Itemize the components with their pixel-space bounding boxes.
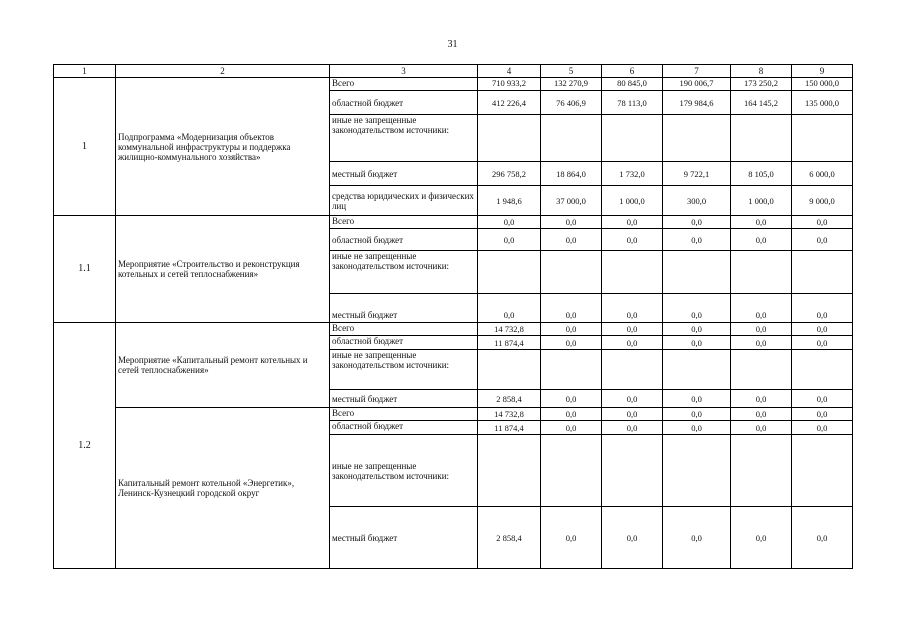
value-cell [663,350,731,390]
column-header: 1 [54,65,116,78]
value-cell: 190 006,7 [663,78,731,91]
value-cell: 0,0 [792,336,853,350]
value-cell: 0,0 [731,390,792,408]
value-cell: 164 145,2 [731,91,792,115]
funding-source: иные не запрещенные законодательством источники: [330,435,478,507]
value-cell: 0,0 [731,507,792,569]
column-header: 8 [731,65,792,78]
funding-source: местный бюджет [330,507,478,569]
funding-source: местный бюджет [330,294,478,323]
value-cell: 6 000,0 [792,162,853,186]
value-cell: 132 270,9 [541,78,602,91]
value-cell: 0,0 [792,507,853,569]
value-cell [792,350,853,390]
value-cell: 0,0 [731,408,792,421]
value-cell [478,115,541,162]
table-row [54,78,853,91]
value-cell: 0,0 [478,294,541,323]
value-cell: 0,0 [602,229,663,251]
item-name: Мероприятие «Строительство и реконструкция котельных и сетей теплоснабжения» [116,216,330,323]
funding-source: областной бюджет [330,421,478,435]
value-cell: 0,0 [602,294,663,323]
value-cell: 0,0 [602,323,663,336]
value-cell: 135 000,0 [792,91,853,115]
column-header: 5 [541,65,602,78]
value-cell: 0,0 [602,216,663,229]
item-name: Капитальный ремонт котельной «Энергетик», Ленинск-Кузнецкий городской округ [116,408,330,569]
value-cell: 412 226,4 [478,91,541,115]
value-cell: 18 864,0 [541,162,602,186]
value-cell [792,115,853,162]
value-cell: 14 732,8 [478,408,541,421]
item-number: 1.1 [54,216,116,323]
funding-source: местный бюджет [330,390,478,408]
value-cell: 0,0 [541,229,602,251]
value-cell: 0,0 [731,336,792,350]
value-cell: 0,0 [731,229,792,251]
value-cell [731,435,792,507]
value-cell: 0,0 [792,229,853,251]
value-cell: 0,0 [602,336,663,350]
funding-source: иные не запрещенные законодательством источники: [330,115,478,162]
value-cell: 179 984,6 [663,91,731,115]
column-header: 3 [330,65,478,78]
value-cell [663,435,731,507]
value-cell: 1 732,0 [602,162,663,186]
value-cell: 8 105,0 [731,162,792,186]
value-cell: 0,0 [602,421,663,435]
value-cell: 1 000,0 [731,186,792,216]
value-cell: 0,0 [663,229,731,251]
value-cell [541,350,602,390]
value-cell: 0,0 [663,336,731,350]
funding-source: местный бюджет [330,162,478,186]
value-cell: 150 000,0 [792,78,853,91]
value-cell: 0,0 [541,323,602,336]
value-cell [792,435,853,507]
value-cell: 0,0 [541,216,602,229]
value-cell: 0,0 [541,408,602,421]
funding-source: иные не запрещенные законодательством источники: [330,251,478,294]
value-cell: 11 874,4 [478,336,541,350]
value-cell [541,115,602,162]
value-cell: 9 722,1 [663,162,731,186]
funding-source: Всего [330,216,478,229]
value-cell [478,251,541,294]
value-cell [602,350,663,390]
value-cell: 37 000,0 [541,186,602,216]
table-row [54,216,853,229]
column-header: 9 [792,65,853,78]
column-header: 2 [116,65,330,78]
value-cell [731,115,792,162]
value-cell: 2 858,4 [478,507,541,569]
value-cell [731,350,792,390]
value-cell: 78 113,0 [602,91,663,115]
value-cell: 173 250,2 [731,78,792,91]
value-cell: 0,0 [478,216,541,229]
value-cell: 0,0 [541,336,602,350]
value-cell: 0,0 [663,507,731,569]
value-cell [663,115,731,162]
value-cell: 0,0 [541,507,602,569]
funding-source: Всего [330,408,478,421]
column-header: 7 [663,65,731,78]
funding-source: областной бюджет [330,91,478,115]
value-cell [541,435,602,507]
funding-source: Всего [330,78,478,91]
value-cell: 300,0 [663,186,731,216]
value-cell: 0,0 [663,323,731,336]
value-cell: 0,0 [541,390,602,408]
header-row [54,65,853,78]
value-cell [478,350,541,390]
value-cell [663,251,731,294]
value-cell: 0,0 [541,421,602,435]
value-cell: 710 933,2 [478,78,541,91]
value-cell: 0,0 [731,294,792,323]
column-header: 4 [478,65,541,78]
value-cell [602,251,663,294]
funding-source: областной бюджет [330,229,478,251]
value-cell: 0,0 [792,216,853,229]
item-name: Подпрограмма «Модернизация объектов коммунальной инфраструктуры и поддержка жилищно-коммунального хозяйства» [116,78,330,216]
value-cell: 0,0 [663,408,731,421]
value-cell: 0,0 [602,390,663,408]
value-cell [602,435,663,507]
value-cell: 296 758,2 [478,162,541,186]
value-cell: 14 732,8 [478,323,541,336]
value-cell: 80 845,0 [602,78,663,91]
value-cell: 2 858,4 [478,390,541,408]
page-number: 31 [447,39,458,50]
value-cell: 0,0 [731,216,792,229]
value-cell: 0,0 [663,216,731,229]
value-cell [541,251,602,294]
item-number: 1 [54,78,116,216]
value-cell: 1 948,6 [478,186,541,216]
value-cell: 0,0 [792,294,853,323]
value-cell [731,251,792,294]
value-cell [478,435,541,507]
value-cell: 0,0 [792,323,853,336]
value-cell: 0,0 [731,421,792,435]
item-name: Мероприятие «Капитальный ремонт котельных и сетей теплоснабжения» [116,323,330,408]
value-cell [792,251,853,294]
value-cell: 0,0 [541,294,602,323]
value-cell [602,115,663,162]
value-cell: 0,0 [663,390,731,408]
value-cell: 0,0 [602,408,663,421]
value-cell: 0,0 [731,323,792,336]
table-row [54,408,853,421]
budget-table [53,64,853,569]
funding-source: Всего [330,323,478,336]
table-row [54,323,853,336]
item-number: 1.2 [54,323,116,569]
value-cell: 11 874,4 [478,421,541,435]
funding-source: областной бюджет [330,336,478,350]
column-header: 6 [602,65,663,78]
value-cell: 0,0 [792,390,853,408]
value-cell: 0,0 [663,421,731,435]
funding-source: иные не запрещенные законодательством источники: [330,350,478,390]
value-cell: 0,0 [792,408,853,421]
value-cell: 0,0 [663,294,731,323]
value-cell: 0,0 [478,229,541,251]
value-cell: 76 406,9 [541,91,602,115]
value-cell: 0,0 [602,507,663,569]
value-cell: 9 000,0 [792,186,853,216]
value-cell: 1 000,0 [602,186,663,216]
value-cell: 0,0 [792,421,853,435]
funding-source: средства юридических и физических лиц [330,186,478,216]
